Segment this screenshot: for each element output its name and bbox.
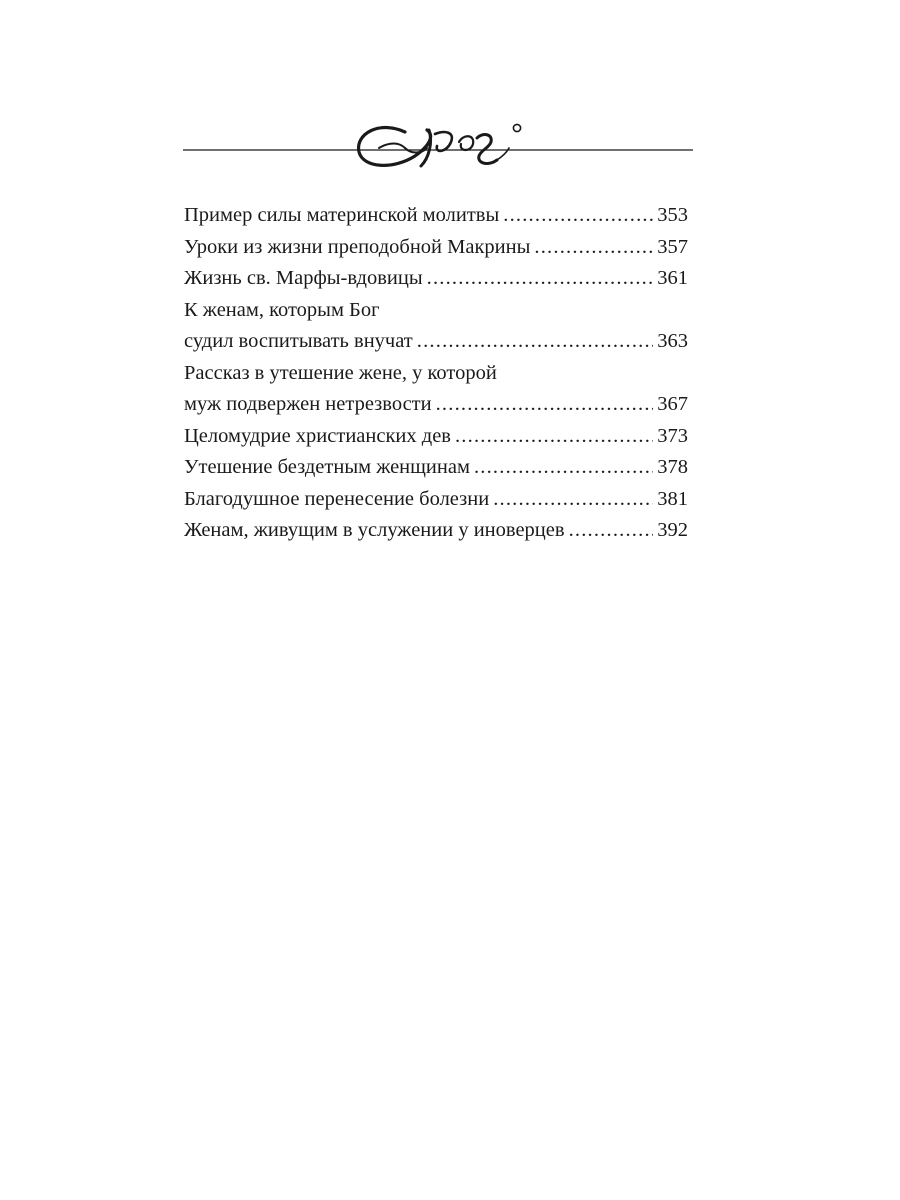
toc-entry-title: Благодушное перенесение болезни [184, 487, 490, 510]
toc-entry-page-number: 373 [657, 424, 688, 447]
dot-leader [455, 421, 653, 453]
toc-entry [184, 452, 688, 484]
dot-leader [503, 200, 653, 232]
toc-entry-title: Рассказ в утешение жене, у которой [184, 361, 497, 384]
dot-leader [427, 263, 654, 295]
dot-leader [493, 484, 653, 516]
toc-entry [184, 421, 688, 453]
toc-entry [184, 515, 688, 547]
toc-entry-page-number: 363 [657, 330, 688, 352]
toc-entry [184, 263, 688, 295]
toc-entry-page-number: 392 [657, 519, 688, 541]
toc-entry-title: Жизнь св. Марфы-вдовицы [184, 267, 423, 289]
toc-entry-page-number: 353 [657, 204, 688, 226]
toc-entry [184, 232, 688, 264]
toc-entry-page-number: 357 [657, 235, 688, 258]
toc-entry-title: Целомудрие христианских дев [184, 424, 451, 447]
dot-leader [436, 389, 654, 421]
toc-entry-title: Пример силы материнской молитвы [184, 204, 500, 226]
toc-entry-title: судил воспитывать внучат [184, 330, 413, 352]
toc-entry [184, 484, 688, 516]
toc-entry-title: Утешение бездетным женщинам [184, 456, 470, 478]
toc-entry-page-number: 381 [657, 487, 688, 510]
dot-leader [569, 515, 654, 547]
toc-entry [184, 358, 688, 421]
toc-entry-title: К женам, которым Бог [184, 298, 380, 321]
table-of-contents [184, 200, 688, 547]
toc-entry-title: муж подвержен нетрезвости [184, 393, 432, 415]
toc-entry-page-number: 378 [657, 456, 688, 478]
toc-entry-page-number: 361 [657, 267, 688, 289]
toc-entry-page-number: 367 [657, 393, 688, 415]
toc-entry-title: Уроки из жизни преподобной Макрины [184, 235, 531, 258]
toc-entry-title: Женам, живущим в услужении у иноверцев [184, 519, 565, 541]
dot-leader [534, 232, 653, 264]
toc-entry [184, 295, 688, 358]
flourish-divider-icon [183, 112, 693, 176]
dot-leader [417, 326, 653, 358]
toc-entry [184, 200, 688, 232]
dot-leader [474, 452, 653, 484]
